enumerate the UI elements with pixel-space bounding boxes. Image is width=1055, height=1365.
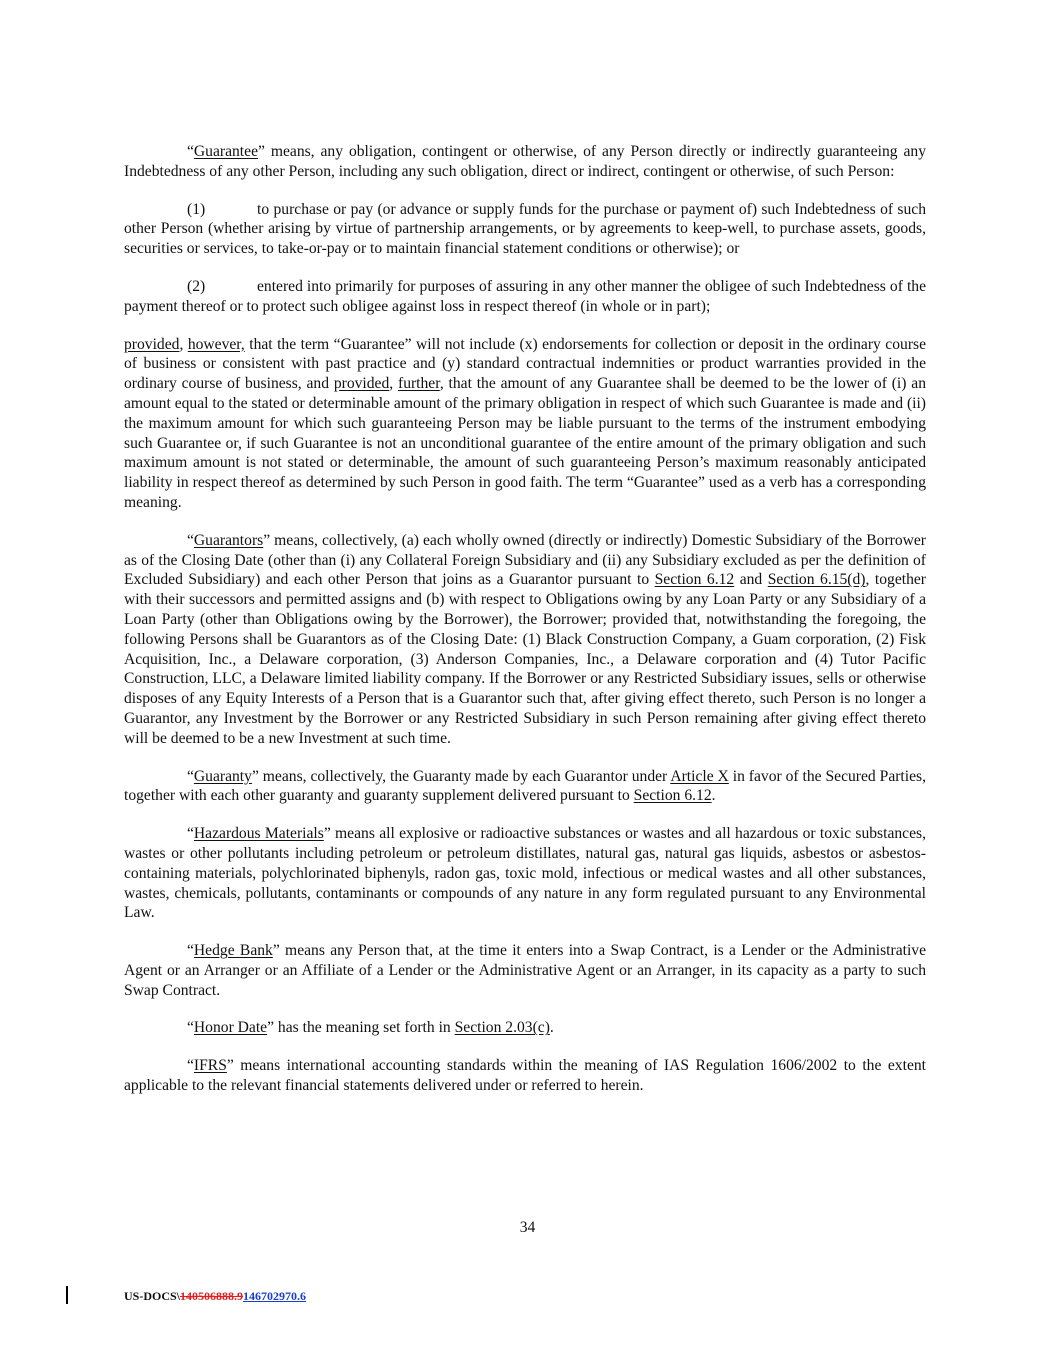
guarantee-clause-2: (2) entered into primarily for purposes of assuring in any other manner the obligee of such Indebtedness of the payment thereof or to protect such obligee against loss in respect thereof (in whole or in part); — [124, 277, 926, 315]
document-body — [124, 142, 926, 1114]
definition-guarantors: “Guarantors” means, collectively, (a) each wholly owned (directly or indirectly) Domestic Subsidiary of the Borrower as of the Closing Date (other than (i) any Collateral Foreign Subsidiary and (ii) any Subsidiary excluded as per the definition of Excluded Subsidiary) and each other Person that joins as a Guarantor pursuant to Section 6.12 and Section 6.15(d), together with their successors and permitted assigns and (b) with respect to Obligations owing by any Loan Party or any Subsidiary of a Loan Party (other than Obligations owing by the Borrower), the Borrower; provided that, notwithstanding the foregoing, the following Persons shall be Guarantors as of the Closing Date: (1) Black Construction Company, a Guam corporation, (2) Fisk Acquisition, Inc., a Delaware corporation, (3) Anderson Companies, Inc., a Delaware corporation and (4) Tutor Pacific Construction, LLC, a Delaware limited liability company. If the Borrower or any Restricted Subsidiary issues, sells or otherwise disposes of any Equity Interests of a Person that is a Guarantor such that, after giving effect thereto, such Person is no longer a Guarantor, any Investment by the Borrower or any Restricted Subsidiary in such Person remaining after giving effect thereto will be deemed to be a new Investment at such time. — [124, 531, 926, 747]
definition-honor-date: “Honor Date” has the meaning set forth in Section 2.03(c). — [187, 1019, 554, 1037]
clause-number: (2) — [187, 277, 206, 295]
article-reference: Article X — [670, 767, 729, 785]
change-bar — [66, 1286, 68, 1304]
deleted-doc-id: 140506888.9 — [180, 1289, 244, 1303]
section-reference: Section 6.12 — [654, 571, 735, 589]
definition-hazardous-materials: “Hazardous Materials” means all explosive or radioactive substances or wastes and all hazardous or toxic substances, wastes or other pollutants including petroleum or petroleum distillates, natural gas, natural gas liquids, asbestos or asbestos-containing materials, polychlorinated biphenyls, radon gas, toxic mold, infectious or medical wastes and all other substances, wastes, chemicals, pollutants, contaminants or compounds of any nature in any form regulated pursuant to any Environmental Law. — [124, 825, 926, 922]
definition-ifrs: “IFRS” means international accounting standards within the meaning of IAS Regulation 1606/2002 to the extent applicable to the relevant financial statements delivered under or referred to herein. — [124, 1057, 926, 1095]
page-number: 34 — [519, 1219, 536, 1236]
defined-term: Honor Date — [193, 1019, 268, 1037]
inserted-doc-id: 146702970.6 — [243, 1289, 307, 1303]
defined-term: IFRS — [193, 1057, 227, 1075]
definition-guaranty: “Guaranty” means, collectively, the Guaranty made by each Guarantor under Article X in favor of the Secured Parties, together with each other guaranty and guaranty supplement delivered pursuant to Section 6.12. — [124, 767, 926, 805]
definition-hedge-bank: “Hedge Bank” means any Person that, at the time it enters into a Swap Contract, is a Lender or the Administrative Agent or an Arranger or an Affiliate of a Lender or the Administrative Agent or an Arranger, in its capacity as a party to such Swap Contract. — [124, 942, 927, 999]
guarantee-proviso: provided, however, that the term “Guarantee” will not include (x) endorsements for collection or deposit in the ordinary course of business or consistent with past practice and (y) standard contractual indemnities or product warranties provided in the ordinary course of business, and provided, further, that the amount of any Guarantee shall be deemed to be the lower of (i) an amount equal to the stated or determinable amount of the primary obligation in respect of which such Guarantee is made and (ii) the maximum amount for which such guaranteeing Person may be liable pursuant to the terms of the instrument embodying such Guarantee or, if such Guarantee is not an unconditional guarantee of the entire amount of the primary obligation and such maximum amount is not stated or determinable, the amount of such guaranteeing Person’s maximum reasonably anticipated liability in respect thereof as determined by such Person in good faith. The term “Guarantee” used as a verb has a corresponding meaning. — [124, 335, 927, 511]
defined-term: Hazardous Materials — [193, 825, 324, 843]
defined-term: Guarantors — [193, 531, 264, 549]
defined-term: Guaranty — [193, 767, 252, 785]
defined-term: Guarantee — [193, 143, 258, 160]
definition-guarantee: “Guarantee” means, any obligation, contingent or otherwise, of any Person directly or indirectly guaranteeing any Indebtedness of any other Person, including any such obligation, direct or indirect, contingent or otherwise, of such Person: — [124, 143, 926, 180]
defined-term: Hedge Bank — [193, 942, 273, 960]
section-reference: Section 2.03(c) — [454, 1019, 550, 1037]
document-id-footer — [124, 1289, 306, 1304]
clause-number: (1) — [187, 200, 206, 218]
section-reference: Section 6.12 — [633, 787, 712, 805]
guarantee-clause-1: (1) to purchase or pay (or advance or supply funds for the purchase or payment of) such Indebtedness of such other Person (whether arising by virtue of partnership arrangements, or by agreements to keep-well, to purchase assets, goods, securities or services, to take-or-pay or to maintain financial statement conditions or otherwise); or — [124, 200, 926, 258]
footer-prefix: US-DOCS\ — [124, 1289, 181, 1303]
section-reference: Section 6.15(d) — [767, 571, 866, 589]
